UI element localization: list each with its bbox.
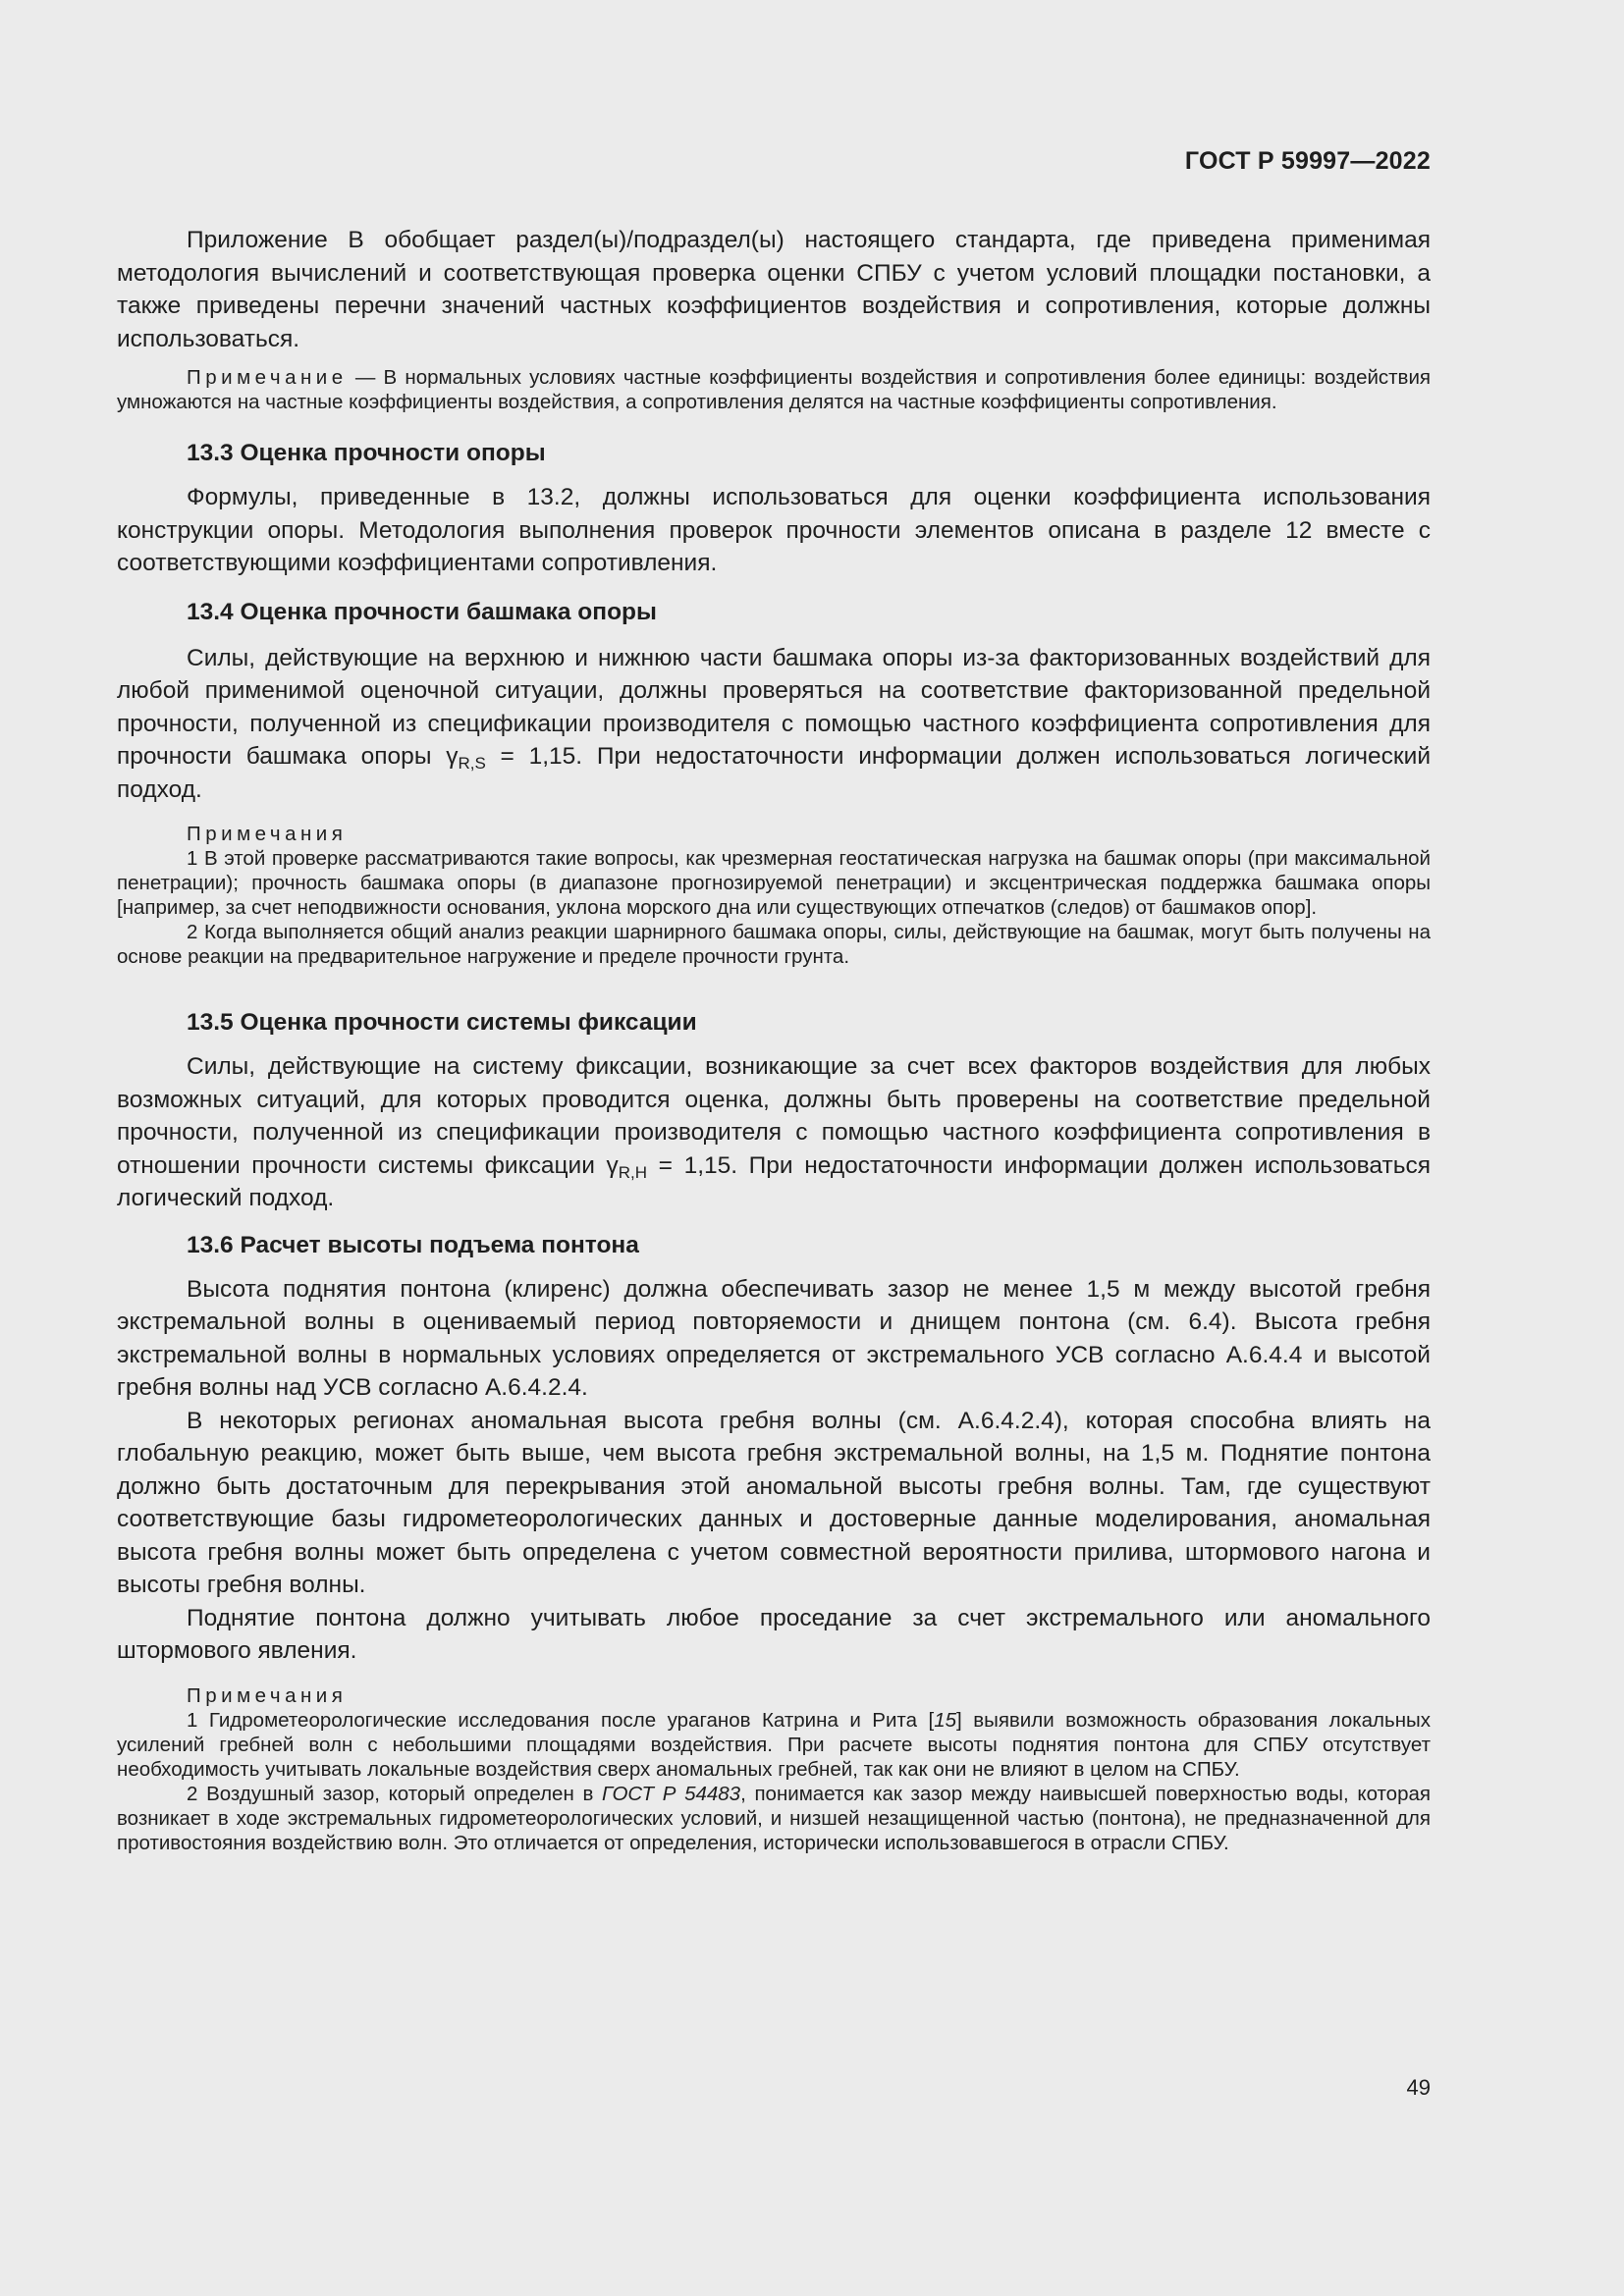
note-label: Примечание <box>187 366 348 389</box>
paragraph-text: = 1,15. При недостаточности информации должен использоваться логический подход. <box>117 743 1432 803</box>
paragraph-text: Силы, действующие на верхнюю и нижнюю части башмака опоры из-за факторизованных воздействий для любой применимой оценочной ситуации, должны проверяться на соответствие факторизованной предельной прочности, полученной из спецификации производителя с помощью частного коэффициента сопротивления для прочности башмака опоры <box>117 644 1431 770</box>
section-13-6-paragraph-2: В некоторых регионах аномальная высота гребня волны (см. А.6.4.2.4), которая способна влиять на глобальную реакцию, может быть выше, чем высота гребня экстремальной волны, на 1,5 м. Поднятие понтона должно быть достаточным для перекрывания этой аномальной высоты гребня волны. Там, где существуют соответствующие базы гидрометеорологических данных и достоверные данные моделирования, аномальная высота гребня волны может быть определена с учетом совместной вероятности прилива, штормового нагона и высоты гребня волны. <box>117 1407 1431 1598</box>
note-text: , понимается как зазор между наивысшей поверхностью воды, которая возникает в ходе экстремальных гидрометеорологических условий, и низшей незащищенной частью (понтона), не предназначенной для противостояния воздействию волн. Это отличается от определения, исторически использовавшегося в отрасли СПБУ. <box>117 1782 1431 1854</box>
section-13-4-note-2: 2 Когда выполняется общий анализ реакции шарнирного башмака опоры, силы, действующие на башмак, могут быть получены на основе реакции на предварительное нагружение и пределе прочности грунта. <box>117 921 1431 968</box>
section-13-6-note-2 <box>117 1782 1431 1855</box>
section-13-6-paragraph-3: Поднятие понтона должно учитывать любое проседание за счет экстремального или аномального штормового явления. <box>117 1604 1431 1664</box>
notes-title-13-6: Примечания <box>187 1683 348 1707</box>
gamma-subscript: R,S <box>458 754 486 773</box>
section-13-4-paragraph <box>117 642 1431 807</box>
section-13-3-paragraph: Формулы, приведенные в 13.2, должны использоваться для оценки коэффициента использования конструкции опоры. Методология выполнения проверок прочности элементов описана в разделе 12 вместе с соответствующими коэффициентами сопротивления. <box>117 484 1431 576</box>
page-content <box>117 224 1431 1855</box>
note-text: 1 Гидрометеорологические исследования после ураганов Катрина и Рита [ <box>187 1708 935 1732</box>
note-text: — В нормальных условиях частные коэффициенты воздействия и сопротивления более единицы: воздействия умножаются на частные коэффициенты воздействия, а сопротивления делятся на частные коэффициенты сопротивления. <box>117 366 1431 413</box>
document-code-header: ГОСТ Р 59997—2022 <box>1184 147 1431 175</box>
section-heading-13-3: 13.3 Оценка прочности опоры <box>187 440 546 466</box>
gamma-subscript: R,H <box>618 1162 648 1182</box>
section-13-4-note-1: 1 В этой проверке рассматриваются такие вопросы, как чрезмерная геостатическая нагрузка на башмак опоры (при максимальной пенетрации); прочность башмака опоры (в диапазоне прогнозируемой пенетрации) и эксцентрическая поддержка башмака опоры [например, за счет неподвижности основания, уклона морского дна или существующих отпечатков (следов) от башмаков опор]. <box>117 847 1431 919</box>
intro-note <box>117 365 1431 414</box>
section-13-5-paragraph <box>117 1050 1431 1215</box>
intro-paragraph: Приложение В обобщает раздел(ы)/подраздел(ы) настоящего стандарта, где приведена применимая методология вычислений и соответствующая проверка оценки СПБУ с учетом условий площадки постановки, а также приведены перечни значений частных коэффициентов воздействия и сопротивления, которые должны использоваться. <box>117 227 1431 352</box>
section-heading-13-5: 13.5 Оценка прочности системы фиксации <box>187 1009 697 1036</box>
section-13-6-note-1 <box>117 1708 1431 1782</box>
gamma-symbol: γ <box>446 743 459 770</box>
reference-number: 15 <box>934 1708 956 1732</box>
note-text: 2 Воздушный зазор, который определен в <box>187 1782 602 1805</box>
standard-reference: ГОСТ Р 54483 <box>602 1782 741 1805</box>
page-number: 49 <box>1406 2075 1431 2100</box>
paragraph-text: Силы, действующие на систему фиксации, возникающие за счет всех факторов воздействия для любых возможных ситуаций, для которых проводится оценка, должны быть проверены на соответствие предельной прочности, полученной из спецификации производителя с помощью частного коэффициента сопротивления в отношении прочности системы фиксации <box>117 1053 1431 1179</box>
section-heading-13-6: 13.6 Расчет высоты подъема понтона <box>187 1231 639 1258</box>
gamma-symbol: γ <box>606 1151 619 1179</box>
section-13-6-paragraph-1: Высота поднятия понтона (клиренс) должна обеспечивать зазор не менее 1,5 м между высотой гребня экстремальной волны в оцениваемый период повторяемости и днищем понтона (см. 6.4). Высота гребня экстремальной волны в нормальных условиях определяется от экстремального УСВ согласно А.6.4.4 и высотой гребня волны над УСВ согласно А.6.4.2.4. <box>117 1275 1431 1401</box>
paragraph-text: = 1,15. При недостаточности информации должен использоваться логический подход. <box>117 1151 1431 1211</box>
section-heading-13-4: 13.4 Оценка прочности башмака опоры <box>187 598 657 625</box>
notes-title-13-4: Примечания <box>187 823 348 845</box>
note-text: ] выявили возможность образования локальных усилений гребней волн с небольшими площадями воздействия. При расчете высоты поднятия понтона для СПБУ отсутствует необходимость учитывать локальные воздействия сверх аномальных гребней, так как они не влияют в целом на СПБУ. <box>117 1708 1431 1781</box>
